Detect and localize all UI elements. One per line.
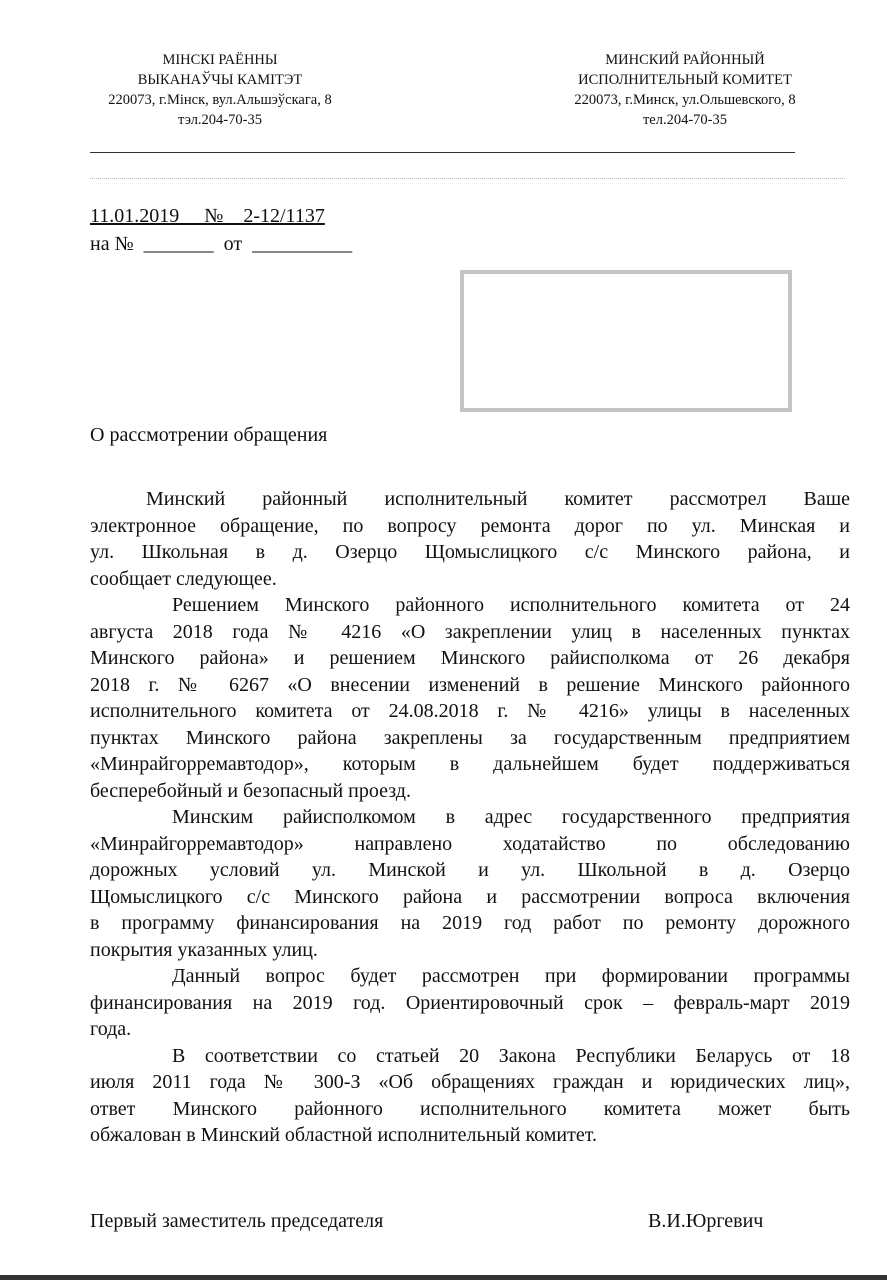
- letterhead-line: МІНСКІ РАЁННЫ: [162, 52, 278, 68]
- paragraph: [90, 486, 850, 592]
- paragraph: [90, 1043, 850, 1149]
- reference-line: на № _______ от __________: [90, 233, 353, 255]
- paragraph-line: дорожных условий ул. Минской и ул. Школьной в д. Озерцо: [90, 859, 850, 881]
- paragraph-line: Минским райисполкомом в адрес государственного предприятия: [172, 806, 850, 828]
- paragraph-line: 2018 г. № 6267 «О внесении изменений в решение Минского районного: [90, 673, 850, 696]
- paragraph-line: Минский районный исполнительный комитет рассмотрел Ваше: [146, 488, 850, 510]
- letterhead-line: тел.204-70-35: [642, 112, 728, 128]
- letterhead-russian: [525, 50, 845, 130]
- header-divider: [90, 152, 795, 153]
- paragraph-line: сообщает следующее.: [90, 567, 277, 590]
- paragraph: [90, 804, 850, 963]
- paragraph-line: года.: [90, 1018, 132, 1040]
- paragraph-line: бесперебойный и безопасный проезд.: [90, 779, 411, 802]
- letter-body: [90, 486, 850, 1149]
- letterhead-line: ИСПОЛНИТЕЛЬНЫЙ КОМИТЕТ: [578, 72, 792, 88]
- paragraph-line: покрытия указанных улиц.: [90, 938, 318, 961]
- paragraph-line: ул. Школьная в д. Озерцо Щомыслицкого с/с Минского района, и: [90, 541, 850, 563]
- paragraph-line: обжалован в Минский областной исполнительный комитет.: [90, 1124, 597, 1146]
- paragraph-line: ответ Минского районного исполнительного комитета может быть: [90, 1097, 850, 1120]
- paragraph-line: В соответствии со статьей 20 Закона Республики Беларусь от 18: [172, 1044, 850, 1067]
- paragraph-line: финансирования на 2019 год. Ориентировочный срок – февраль-март 2019: [90, 991, 850, 1014]
- letterhead-line: 220073, г.Минск, ул.Ольшевского, 8: [574, 92, 796, 108]
- letterhead-belarusian: [95, 50, 345, 130]
- paragraph-line: «Минрайгорремавтодор» направлено ходатайство по обследованию: [90, 832, 850, 855]
- paragraph-line: пунктах Минского района закреплены за государственным предприятием: [90, 726, 850, 749]
- paragraph-line: августа 2018 года № 4216 «О закреплении улиц в населенных пунктах: [90, 620, 850, 643]
- paragraph: [90, 592, 850, 804]
- registration-number: 11.01.2019 № 2-12/1137: [90, 205, 325, 227]
- letterhead-line: 220073, г.Мінск, вул.Альшэўскага, 8: [108, 92, 332, 108]
- page-bottom-edge: [0, 1275, 887, 1280]
- paragraph-line: Данный вопрос будет рассмотрен при формировании программы: [172, 965, 850, 987]
- addressee-box: [460, 270, 792, 412]
- signatory-title: Первый заместитель председателя: [90, 1210, 384, 1232]
- paragraph-line: «Минрайгорремавтодор», которым в дальнейшем будет поддерживаться: [90, 753, 850, 775]
- paragraph-line: июля 2011 года № 300-З «Об обращениях граждан и юридических лиц»,: [90, 1071, 850, 1093]
- paragraph-line: Решением Минского районного исполнительного комитета от 24: [172, 594, 850, 616]
- paragraph-line: в программу финансирования на 2019 год работ по ремонту дорожного: [90, 912, 850, 934]
- paragraph-line: электронное обращение, по вопросу ремонта дорог по ул. Минская и: [90, 514, 850, 537]
- letterhead-line: тэл.204-70-35: [178, 112, 262, 128]
- paragraph-line: Щомыслицкого с/с Минского района и рассмотрении вопроса включения: [90, 885, 850, 908]
- paragraph: [90, 963, 850, 1043]
- subject-line: О рассмотрении обращения: [90, 424, 328, 446]
- letterhead-line: МИНСКИЙ РАЙОННЫЙ: [605, 52, 765, 68]
- dotted-divider: [90, 178, 845, 179]
- signatory-name: В.И.Юргевич: [648, 1210, 764, 1232]
- paragraph-line: исполнительного комитета от 24.08.2018 г. № 4216» улицы в населенных: [90, 700, 850, 722]
- letterhead-line: ВЫКАНАЎЧЫ КАМІТЭТ: [137, 72, 303, 88]
- paragraph-line: Минского района» и решением Минского райисполкома от 26 декабря: [90, 647, 850, 669]
